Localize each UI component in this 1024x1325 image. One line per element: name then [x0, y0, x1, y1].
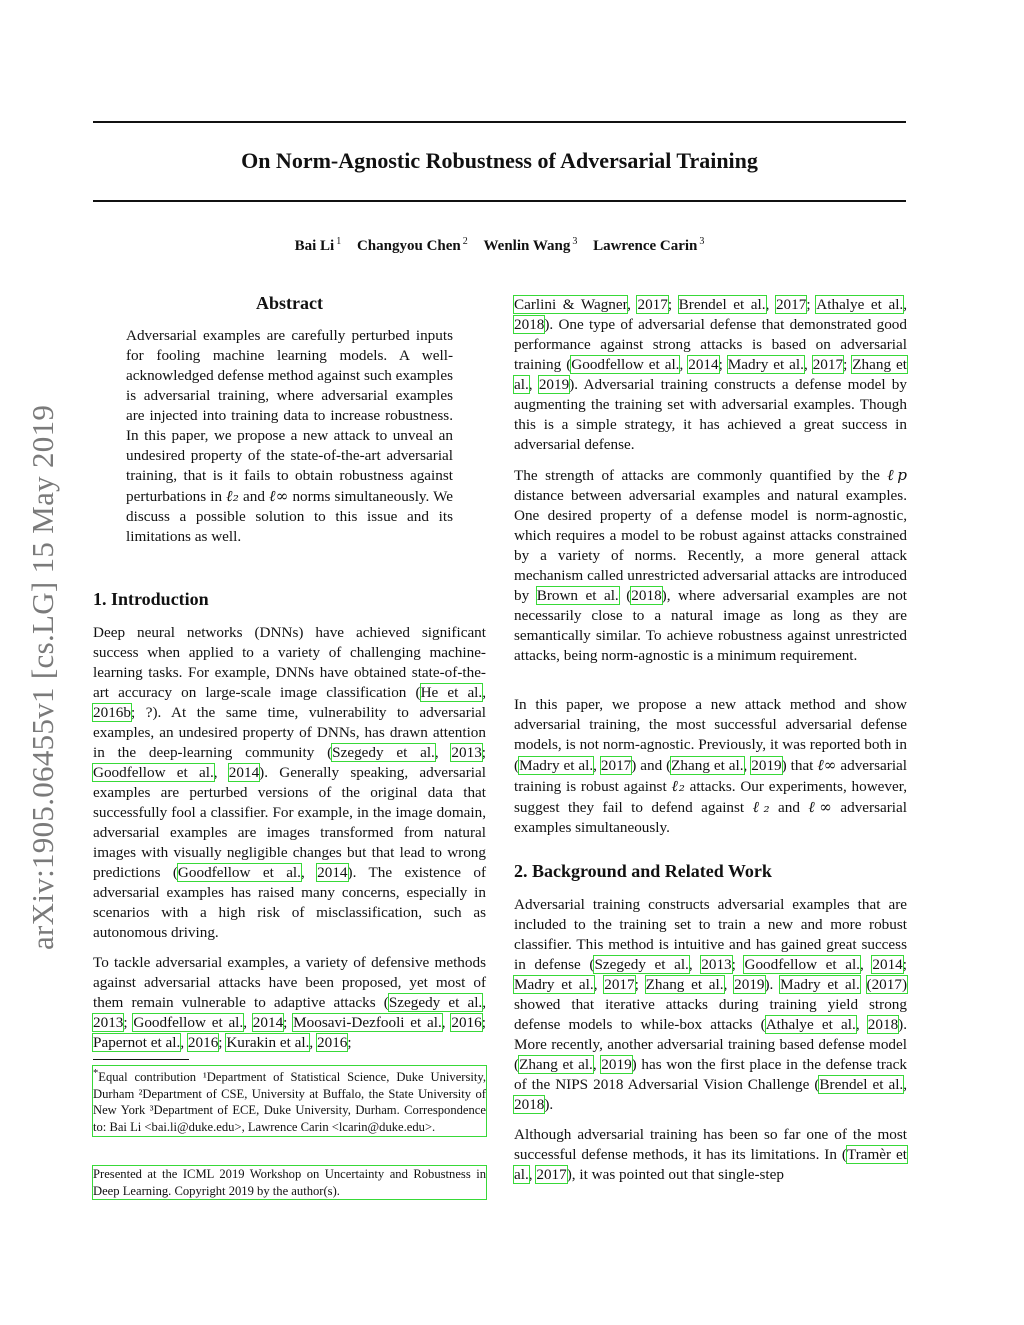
citation-link[interactable]: Zhang et al.: [671, 757, 744, 774]
citation-link[interactable]: 2017: [536, 1166, 567, 1183]
citation-link[interactable]: 2017: [600, 757, 632, 774]
citation-link[interactable]: He et al.: [420, 684, 483, 701]
citation-link[interactable]: Papernot et al.: [93, 1034, 181, 1051]
citation-link[interactable]: Madry et al.: [727, 356, 804, 373]
citation-link[interactable]: Madry et al.: [519, 757, 594, 774]
citation-link[interactable]: 2017: [604, 976, 635, 993]
citation-link[interactable]: 2018: [867, 1016, 899, 1033]
citation-link[interactable]: Zhang et al.: [645, 976, 724, 993]
venue-notice[interactable]: Presented at the ICML 2019 Workshop on Uncertainty and Robustness in Deep Learning. Copyright 2019 by the author(s).: [93, 1167, 486, 1198]
citation-link[interactable]: 2018: [514, 316, 545, 333]
citation-link[interactable]: Madry et al.: [514, 976, 594, 993]
citation-link[interactable]: Goodfellow et al.: [571, 356, 680, 373]
author: Bai Li $^1$: [294, 236, 342, 254]
citation-link[interactable]: 2019: [538, 376, 570, 393]
background-paragraph-1: Adversarial training constructs adversarial examples that are included to the training set to train a new and more robust classifier. This method is intuitive and has gained great success in defense (Szegedy et al., 2013; Goodfellow et al., 2014; Madry et al., 2017; Zhang et al., 2019). Madry et al. (2017) showed that iterative attacks during training yield strong defense models to while-box attacks (Athalye et al., 2018). More recently, another adversarial training based defense model (Zhang et al., 2019) has won the first place in the defense track of the NIPS 2018 Adversarial Vision Challenge (Brendel et al., 2018).: [514, 896, 908, 1113]
intro-paragraph-3: The strength of attacks are commonly quantified by the ℓp distance between adversarial examples and natural examples. One desired property of a defense model is norm-agnostic, which requires a model to be robust against attacks constrained by a variety of norms. Recently, a more general attack mechanism called unrestricted adversarial attacks are introduced by Brown et al. (2018), where adversarial examples are not necessarily close to a natural image as long as they are semantically similar. To achieve robustness against unrestricted attacks, being norm-agnostic is a minimum requirement.: [514, 466, 908, 664]
title-bottom-rule: [93, 200, 906, 202]
footnote-rule: [93, 1059, 189, 1060]
citation-link[interactable]: 2014: [252, 1014, 284, 1031]
citation-link[interactable]: Goodfellow et al.: [177, 864, 301, 881]
citation-link[interactable]: 2016: [317, 1034, 348, 1051]
arxiv-identifier[interactable]: arXiv:1905.06455v1 [cs.LG] 15 May 2019: [25, 404, 60, 950]
section-heading-introduction: 1. Introduction: [93, 589, 209, 609]
citation-link[interactable]: Szegedy et al.: [594, 956, 689, 973]
citation-link[interactable]: Szegedy et al.: [332, 744, 435, 761]
citation-link[interactable]: Madry et al.: [780, 976, 860, 993]
paper-title: On Norm-Agnostic Robustness of Adversarial Training: [241, 148, 758, 173]
intro-paragraph-2: To tackle adversarial examples, a variety of defensive methods against adversarial attacks have been proposed, yet most of them remain vulnerable to adaptive attacks (Szegedy et al., 2013; Goodfellow et al., 2014; Moosavi-Dezfooli et al., 2016; Papernot et al., 2016; Kurakin et al., 2016;: [93, 954, 487, 1051]
citation-link[interactable]: 2014: [317, 864, 348, 881]
title-top-rule: [93, 121, 906, 123]
citation-link[interactable]: Athalye et al.: [765, 1016, 856, 1033]
abstract-heading: Abstract: [256, 293, 323, 313]
background-paragraph-2: Although adversarial training has been so far one of the most successful defense methods, it has its limitations. In (Tramèr et al., 2017), it was pointed out that single-step: [514, 1126, 907, 1183]
citation-link[interactable]: Zhang et al.: [514, 356, 907, 393]
intro-paragraph-1: Deep neural networks (DNNs) have achieved significant success when applied to a variety of challenging machine-learning tasks. For example, DNNs have obtained state-of-the-art accuracy on large-scale image classification (He et al., 2016b; ?). At the same time, vulnerability to adversarial examples, an undesired property of DNNs, has drawn attention in the deep-learning community (Szegedy et al., 2013; Goodfellow et al., 2014). Generally speaking, adversarial examples are perturbed versions of the original data that successfully fool a classifier. For example, in the image domain, adversarial examples are images transformed from natural images with visually negligible changes but that lead to wrong predictions (Goodfellow et al., 2014). The existence of adversarial examples has raised many concerns, especially in scenarios with a high risk of misclassification, such as autonomous driving.: [93, 624, 487, 941]
citation-link[interactable]: (2017): [866, 976, 908, 993]
intro-paragraph-2-continued: Carlini & Wagner, 2017; Brendel et al., 2017; Athalye et al., 2018). One type of adversarial defense that demonstrated good performance against strong attacks is based on adversarial training (Goodfellow et al., 2014; Madry et al., 2017; Zhang et al., 2019). Adversarial training constructs a defense model by augmenting the training set with adversarial examples. Though this is a simple strategy, it has achieved a great success in adversarial defense.: [514, 296, 908, 453]
citation-link[interactable]: 2013: [451, 744, 482, 761]
citation-link[interactable]: Goodfellow et al.: [133, 1014, 244, 1031]
citation-link[interactable]: Moosavi-Dezfooli et al.: [293, 1014, 442, 1031]
citation-link[interactable]: 2016: [187, 1034, 219, 1051]
citation-link[interactable]: 2019: [734, 976, 765, 993]
citation-link[interactable]: Carlini & Wagner: [514, 296, 628, 313]
citation-link[interactable]: 2014: [228, 764, 260, 781]
citation-link[interactable]: Brendel et al.: [678, 296, 766, 313]
citation-link[interactable]: Athalye et al.: [816, 296, 904, 313]
citation-link[interactable]: 2017: [812, 356, 844, 373]
citation-link[interactable]: Zhang et al.: [519, 1056, 593, 1073]
citation-link[interactable]: 2016b: [93, 704, 131, 721]
citation-link[interactable]: 2019: [751, 757, 782, 774]
citation-link[interactable]: Kurakin et al.: [226, 1034, 310, 1051]
citation-link[interactable]: Szegedy et al.: [388, 994, 483, 1011]
citation-link[interactable]: Goodfellow et al.: [744, 956, 860, 973]
citation-link[interactable]: 2014: [872, 956, 903, 973]
citation-link[interactable]: Brendel et al.: [819, 1076, 904, 1093]
citation-link[interactable]: Goodfellow et al.: [93, 764, 214, 781]
author-list: [93, 236, 906, 255]
affiliation-footnote[interactable]: *Equal contribution ¹Department of Statistical Science, Duke University, Durham ²Department of CSE, University at Buffalo, the State University of New York ³Department of ECE, Duke University, Durham. Correspondence to: Bai Li <bai.li@duke.edu>, Lawrence Carin <lcarin@duke.edu>.: [93, 1068, 486, 1134]
citation-link[interactable]: Tramèr et al.: [514, 1146, 907, 1183]
citation-link[interactable]: 2016: [451, 1014, 482, 1031]
author: Changyou Chen $^2$: [356, 236, 468, 254]
citation-link[interactable]: 2019: [601, 1056, 632, 1073]
intro-paragraph-4: In this paper, we propose a new attack method and show adversarial training, the most successful adversarial defense models, is not norm-agnostic. Previously, it was reported both in (Madry et al., 2017) and (Zhang et al., 2019) that ℓ∞ adversarial training is robust against ℓ₂ attacks. Our experiments, however, suggest they fail to defend against ℓ₂ and ℓ∞ adversarial examples simultaneously.: [514, 696, 907, 836]
citation-link[interactable]: 2017: [637, 296, 668, 313]
author: Lawrence Carin $^3$: [593, 236, 705, 254]
author: Wenlin Wang $^3$: [483, 236, 578, 254]
citation-link[interactable]: 2013: [93, 1014, 124, 1031]
citation-link[interactable]: 2014: [688, 356, 719, 373]
abstract-text: Adversarial examples are carefully perturbed inputs for fooling machine learning models. A well-acknowledged defense method against such examples is adversarial training, where adversarial examples are injected into training data to increase robustness. In this paper, we propose a new attack to unveal an undesired property of the state-of-the-art adversarial training, that is it fails to obtain robustness against perturbations in ℓ₂ and ℓ∞ norms simultaneously. We discuss a possible solution to this issue and its limitations as well.: [126, 327, 454, 545]
citation-link[interactable]: Brown et al.: [536, 587, 619, 604]
citation-link[interactable]: 2018: [514, 1096, 545, 1113]
citation-link[interactable]: 2013: [701, 956, 732, 973]
citation-link[interactable]: 2017: [775, 296, 807, 313]
section-heading-background: 2. Background and Related Work: [514, 861, 772, 881]
citation-link[interactable]: 2018: [631, 587, 662, 604]
